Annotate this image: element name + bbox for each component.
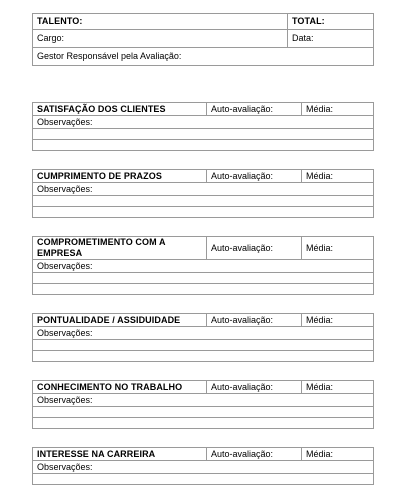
observacoes-line[interactable] <box>33 418 374 429</box>
observacoes-label: Observações: <box>33 327 374 340</box>
auto-avaliacao-label: Auto-avaliação: <box>207 170 302 183</box>
observacoes-line[interactable] <box>33 474 374 485</box>
media-label: Média: <box>302 314 374 327</box>
media-label: Média: <box>302 237 374 260</box>
observacoes-label: Observações: <box>33 260 374 273</box>
auto-avaliacao-label: Auto-avaliação: <box>207 237 302 260</box>
auto-avaliacao-label: Auto-avaliação: <box>207 448 302 461</box>
observacoes-line[interactable] <box>33 129 374 140</box>
observacoes-line[interactable] <box>33 207 374 218</box>
observacoes-line[interactable] <box>33 284 374 295</box>
media-label: Média: <box>302 448 374 461</box>
auto-avaliacao-label: Auto-avaliação: <box>207 381 302 394</box>
gestor-label: Gestor Responsável pela Avaliação: <box>33 48 374 66</box>
section-table <box>32 313 374 362</box>
observacoes-label: Observações: <box>33 183 374 196</box>
section-title: PONTUALIDADE / ASSIDUIDADE <box>33 314 207 327</box>
observacoes-label: Observações: <box>33 461 374 474</box>
media-label: Média: <box>302 170 374 183</box>
section-title: CUMPRIMENTO DE PRAZOS <box>33 170 207 183</box>
media-label: Média: <box>302 381 374 394</box>
section-title: SATISFAÇÃO DOS CLIENTES <box>33 103 207 116</box>
section-title: CONHECIMENTO NO TRABALHO <box>33 381 207 394</box>
observacoes-line[interactable] <box>33 351 374 362</box>
observacoes-line[interactable] <box>33 196 374 207</box>
section-table <box>32 380 374 429</box>
section-table <box>32 236 374 295</box>
talento-label: TALENTO: <box>33 14 288 30</box>
section-table <box>32 447 374 485</box>
observacoes-line[interactable] <box>33 407 374 418</box>
section-table <box>32 169 374 218</box>
observacoes-label: Observações: <box>33 116 374 129</box>
media-label: Média: <box>302 103 374 116</box>
auto-avaliacao-label: Auto-avaliação: <box>207 103 302 116</box>
section-title: INTERESSE NA CARREIRA <box>33 448 207 461</box>
observacoes-line[interactable] <box>33 340 374 351</box>
section-table <box>32 102 374 151</box>
observacoes-label: Observações: <box>33 394 374 407</box>
data-label: Data: <box>288 30 374 48</box>
observacoes-line[interactable] <box>33 140 374 151</box>
cargo-label: Cargo: <box>33 30 288 48</box>
header-table <box>32 13 374 66</box>
total-label: TOTAL: <box>288 14 374 30</box>
auto-avaliacao-label: Auto-avaliação: <box>207 314 302 327</box>
observacoes-line[interactable] <box>33 273 374 284</box>
section-title: COMPROMETIMENTO COM A EMPRESA <box>33 237 207 260</box>
